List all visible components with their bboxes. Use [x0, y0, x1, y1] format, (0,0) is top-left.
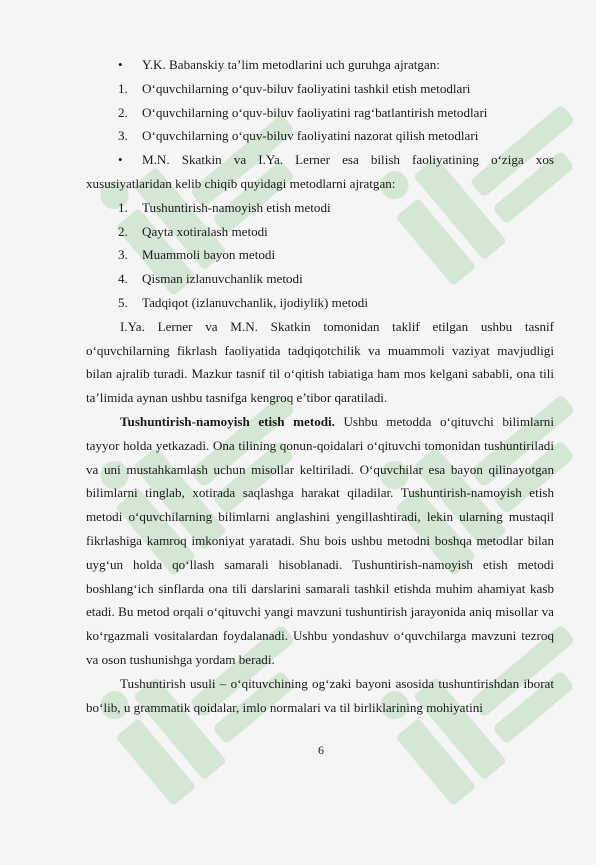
list-item-text: Y.K. Babanskiy ta’lim metodlarini uch guruhga ajratgan: — [142, 57, 440, 72]
list-item — [86, 101, 554, 125]
paragraph: I.Ya. Lerner va M.N. Skatkin tomonidan taklif etilgan ushbu tasnif o‘quvchilarning fikrlash faoliyatida tadqiqotchilik va muammoli vaziyat mavjudligi bilan ajralib turadi. Mazkur tasnif til o‘qitish tabiatiga ham mos kelgani sababli, ona tili ta’limida aynan ushbu tasnifga kengroq e’tibor qaratiladi. — [86, 318, 554, 406]
page-body — [86, 53, 554, 719]
bullet-marker: • — [118, 152, 123, 168]
list-item-text: Tushuntirish-namoyish etish metodi — [142, 199, 331, 215]
number-marker: 4. — [118, 271, 128, 287]
number-marker: 5. — [118, 294, 128, 310]
list-item — [86, 148, 554, 172]
paragraph-heading: Tushuntirish-namoyish etish metodi. — [120, 413, 335, 429]
number-marker: 2. — [118, 104, 128, 120]
bullet-marker: • — [118, 57, 123, 72]
page-number: 6 — [318, 743, 324, 757]
list-item — [86, 53, 554, 77]
paragraph-text: Ushbu metodda o‘qituvchi bilimlarni tayyor holda yetkazadi. Ona tilining qonun-qoidalari o‘qituvchi tomonidan tushuntiriladi va uni mustahkamlash uchun misollar keltiriladi. O‘quvchilar esa bayon qilinayotgan bilimlarni tinglab, xotirada saqlashga harakat qiladilar. Tushuntirish-namoyish etish metodi o‘quvchilarning bilimlarni anglashini yengillashtiradi, lekin ularning mustaqil fikrlashiga kamroq imkoniyat yaratadi. Shu bois ushbu metodni boshqa metodlar bilan uyg‘un holda qo‘llash samarali hisoblanadi. Tushuntirish-namoyish etish metodi boshlang‘ich sinflarda ona tili darslarini samarali tashkil etishda muhim ahamiyat kasb etadi. Bu metod orqali o‘qituvchi yangi mavzuni tushuntirish jarayonida aniq misollar va ko‘rgazmali vositalardan foydalanadi. Ushbu yondashuv o‘quvchilarga mavzuni tezroq va oson tushunishga yordam beradi. — [86, 413, 554, 667]
list-item-text: Qisman izlanuvchanlik metodi — [142, 271, 303, 287]
list-item — [86, 220, 554, 244]
list-item-text: M.N. Skatkin va I.Ya. Lerner esa bilish faoliyatining o‘ziga xos — [142, 152, 554, 168]
list-item-text: O‘quvchilarning o‘quv-biluv faoliyatini nazorat qilish metodlari — [142, 128, 479, 144]
list-item-text: Qayta xotiralash metodi — [142, 223, 268, 239]
list-item-continuation: xususiyatlaridan kelib chiqib quyidagi metodlarni ajratgan: — [86, 175, 396, 191]
list-item-text: O‘quvchilarning o‘quv-biluv faoliyatini rag‘batlantirish metodlari — [142, 104, 488, 120]
list-item — [86, 196, 554, 220]
list-item — [86, 77, 554, 101]
number-marker: 2. — [118, 223, 128, 239]
number-marker: 3. — [118, 128, 128, 144]
list-item-text: Muammoli bayon metodi — [142, 247, 276, 263]
list-item-text: O‘quvchilarning o‘quv-biluv faoliyatini tashkil etish metodlari — [142, 80, 471, 96]
list-item — [86, 267, 554, 291]
list-item — [86, 243, 554, 267]
list-item — [86, 291, 554, 315]
list-item — [86, 124, 554, 148]
paragraph: Tushuntirish usuli – o‘qituvchining og‘zaki bayoni asosida tushuntirishdan iborat bo‘lib, u grammatik qoidalar, imlo normalari va til birliklarining mohiyatini — [86, 675, 554, 715]
number-marker: 1. — [118, 199, 128, 215]
number-marker: 3. — [118, 247, 128, 263]
paragraph — [86, 410, 554, 672]
list-item-text: Tadqiqot (izlanuvchanlik, ijodiylik) metodi — [142, 294, 368, 310]
number-marker: 1. — [118, 80, 128, 96]
